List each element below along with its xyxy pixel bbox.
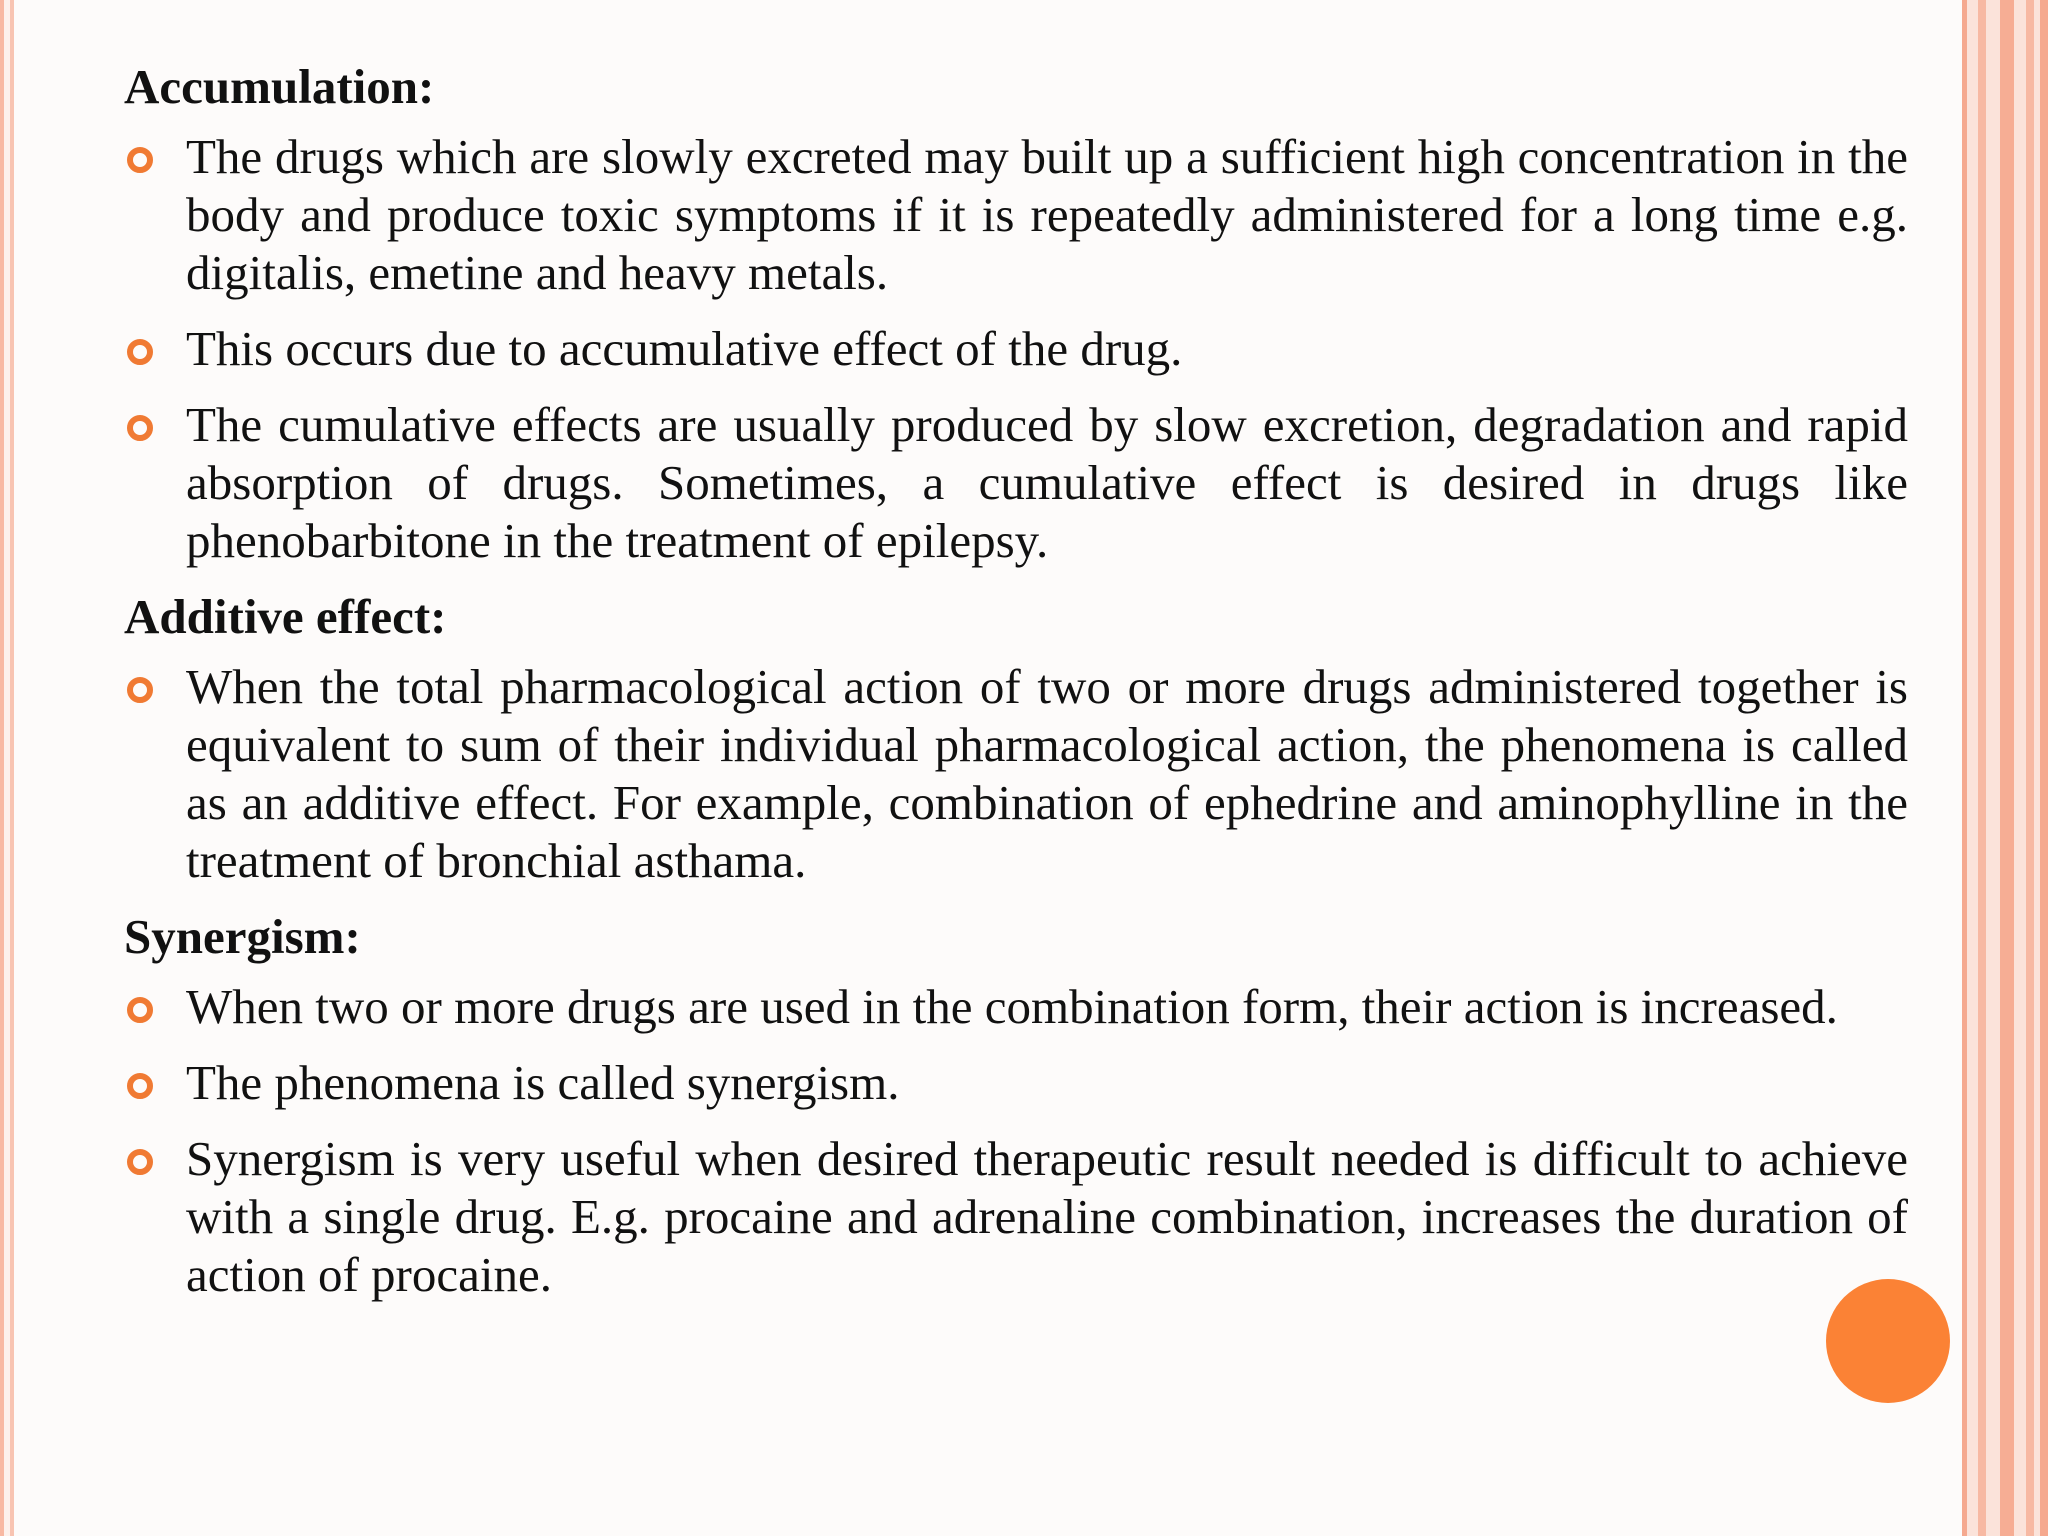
circle-outline-icon	[127, 339, 153, 365]
left-border-stripe-inner	[10, 0, 14, 1536]
bullet-item	[124, 396, 1908, 570]
circle-outline-icon	[127, 415, 153, 441]
slide-content	[124, 58, 1908, 1322]
circle-outline-icon	[127, 997, 153, 1023]
section-heading: Additive effect:	[124, 589, 447, 644]
right-border-stripe	[2026, 0, 2034, 1536]
circle-outline-icon	[127, 147, 153, 173]
section-heading: Synergism:	[124, 909, 361, 964]
bullet-text: When two or more drugs are used in the combination form, their action is increased.	[186, 979, 1838, 1034]
bullet-item	[124, 1054, 1908, 1112]
bullet-item	[124, 128, 1908, 302]
right-border-stripe	[1978, 0, 1986, 1536]
bullet-text: The phenomena is called synergism.	[186, 1055, 900, 1110]
bullet-text: This occurs due to accumulative effect of the drug.	[186, 321, 1183, 376]
right-border-stripe	[2040, 0, 2048, 1536]
section-synergism	[124, 908, 1908, 1304]
orange-dot-icon	[1826, 1279, 1950, 1403]
section-heading: Accumulation:	[124, 59, 435, 114]
circle-outline-icon	[127, 1149, 153, 1175]
bullet-text: The drugs which are slowly excreted may built up a sufficient high concentration in the body and produce toxic symptoms if it is repeatedly administered for a long time e.g. digitalis, emetine and heavy metals.	[186, 129, 1908, 300]
bullet-text: When the total pharmacological action of two or more drugs administered together is equivalent to sum of their individual pharmacological action, the phenomena is called as an additive effect. For example, combination of ephedrine and aminophylline in the treatment of bronchial asthama.	[186, 659, 1908, 888]
right-border-stripe	[2000, 0, 2014, 1536]
bullet-text: Synergism is very useful when desired therapeutic result needed is difficult to achieve with a single drug. E.g. procaine and adrenaline combination, increases the duration of action of procaine.	[186, 1131, 1908, 1302]
bullet-item	[124, 1130, 1908, 1304]
bullet-list	[124, 658, 1908, 890]
section-additive-effect	[124, 588, 1908, 890]
section-accumulation	[124, 58, 1908, 570]
bullet-item	[124, 978, 1908, 1036]
right-border-stripe	[1962, 0, 1967, 1536]
bullet-item	[124, 320, 1908, 378]
circle-outline-icon	[127, 1073, 153, 1099]
bullet-list	[124, 128, 1908, 570]
bullet-list	[124, 978, 1908, 1304]
bullet-text: The cumulative effects are usually produced by slow excretion, degradation and rapid absorption of drugs. Sometimes, a cumulative effect is desired in drugs like phenobarbitone in the treatment of epilepsy.	[186, 397, 1908, 568]
bullet-item	[124, 658, 1908, 890]
circle-outline-icon	[127, 677, 153, 703]
